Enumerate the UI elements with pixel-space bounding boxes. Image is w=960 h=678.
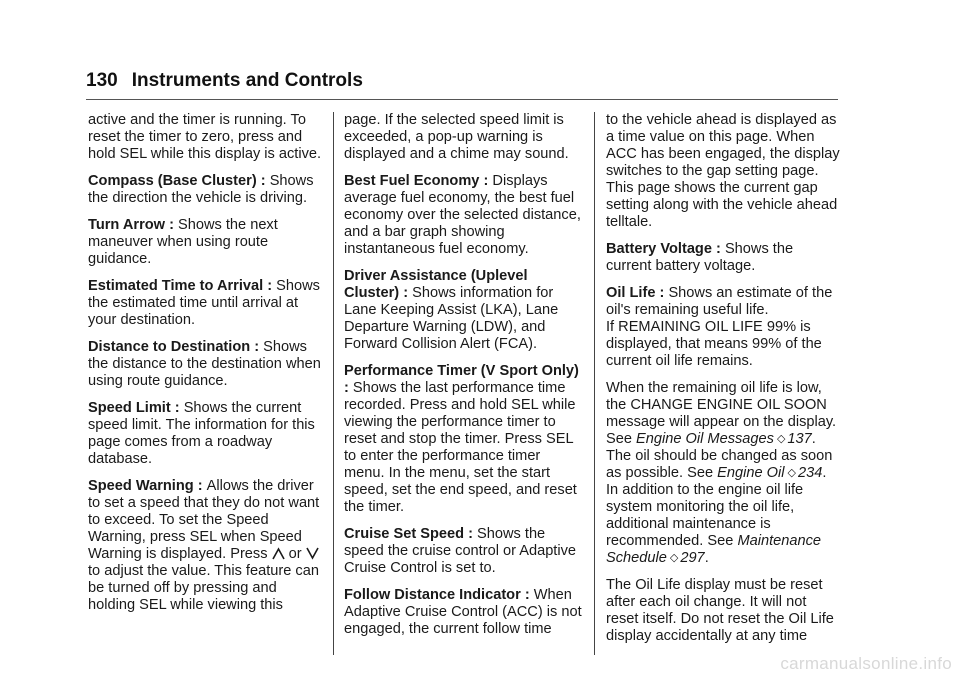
oil-low-text-1: When the remaining oil life is low, the CHANGE ENGINE OIL SOON message will appear on the display. See <box>606 380 837 447</box>
desc-turn-arrow: Shows the next maneuver when using route guidance. <box>88 217 278 267</box>
link-maintenance-schedule[interactable]: Maintenance Schedule <box>606 533 822 566</box>
column-middle <box>344 112 582 648</box>
entry-best-fuel-economy <box>344 173 582 258</box>
page-ref-icon: ◇ <box>776 433 786 445</box>
entry-speed-limit <box>88 400 324 468</box>
term-best-fuel-economy: Best Fuel Economy : <box>344 173 492 189</box>
desc-battery-voltage: Shows the current battery voltage. <box>606 241 794 274</box>
desc-distance: Shows the distance to the destination when using route guidance. <box>88 339 321 389</box>
oil-low-text-2: . The oil should be changed as soon as possible. See <box>606 431 833 481</box>
page-ref-137[interactable]: 137 <box>787 431 812 447</box>
desc-driver-assistance: Shows information for Lane Keeping Assist (LKA), Lane Departure Warning (LDW), and Forward Collision Alert (FCA). <box>344 285 559 352</box>
column-divider-right <box>594 112 595 655</box>
entry-oil-life <box>606 285 842 370</box>
entry-driver-assistance <box>344 268 582 353</box>
column-right <box>606 112 842 655</box>
oil-low-text-3: . In addition to the engine oil life system monitoring the oil life, additional maintenance is recommended. See <box>606 465 827 549</box>
desc-speed-limit: Shows the current speed limit. The information for this page comes from a roadway database. <box>88 400 315 467</box>
header-rule <box>86 99 838 100</box>
page-ref-234[interactable]: 234 <box>797 465 823 481</box>
or-text: or <box>288 546 302 562</box>
paragraph-continued-2: page. If the selected speed limit is exceeded, a pop-up warning is displayed and a chime may sound. <box>344 112 569 162</box>
desc-cruise-set-speed: Shows the speed the cruise control or Adaptive Cruise Control is set to. <box>344 526 577 576</box>
desc-compass: Shows the direction the vehicle is driving. <box>88 173 314 206</box>
term-cruise-set-speed: Cruise Set Speed : <box>344 526 477 542</box>
entry-speed-warning <box>88 478 324 614</box>
page-ref-icon: ◇ <box>787 467 796 479</box>
desc-performance-timer: Shows the last performance time recorded. Press and hold SEL while viewing the performance timer to reset and stop the timer. Press SEL to enter the performance timer menu. In the menu, set the start speed, set the end speed, and reset the timer. <box>344 380 577 515</box>
term-driver-assistance: Driver Assistance (Uplevel Cluster) : <box>344 268 528 301</box>
entry-cruise-set-speed <box>344 526 582 577</box>
page-header <box>86 70 363 92</box>
entry-turn-arrow <box>88 217 324 268</box>
entry-eta <box>88 278 324 329</box>
desc-speed-warning-2: to adjust the value. This feature can be turned off by pressing and holding SEL while viewing this <box>88 563 319 613</box>
oil-low-text-4: . <box>704 550 709 566</box>
column-left <box>88 112 324 624</box>
paragraph-continued: active and the timer is running. To reset the timer to zero, press and hold SEL while this display is active. <box>88 112 322 162</box>
section-title: Instruments and Controls <box>131 70 363 91</box>
term-performance-timer: Performance Timer (V Sport Only) : <box>344 363 579 396</box>
term-eta: Estimated Time to Arrival : <box>88 278 276 294</box>
term-battery-voltage: Battery Voltage : <box>606 241 725 257</box>
desc-speed-warning-1: Allows the driver to set a speed that they do not want to exceed. To set the Speed Warning, press SEL when Speed Warning is displayed. Press <box>88 478 320 562</box>
column-divider-left <box>333 112 334 655</box>
entry-follow-distance <box>344 587 582 638</box>
desc-oil-life: Shows an estimate of the oil's remaining useful life. <box>606 285 833 318</box>
term-turn-arrow: Turn Arrow : <box>88 217 178 233</box>
link-engine-oil-messages[interactable]: Engine Oil Messages <box>636 431 774 447</box>
desc-oil-life-2: If REMAINING OIL LIFE 99% is displayed, that means 99% of the current oil life remains. <box>606 319 822 369</box>
entry-battery-voltage <box>606 241 842 275</box>
page-ref-297[interactable]: 297 <box>680 550 705 566</box>
term-compass: Compass (Base Cluster) : <box>88 173 270 189</box>
term-speed-warning: Speed Warning : <box>88 478 207 494</box>
paragraph-oil-reset: The Oil Life display must be reset after each oil change. It will not reset itself. Do not reset the Oil Life display accidentally at any time <box>606 577 834 644</box>
page-ref-icon: ◇ <box>669 552 679 564</box>
term-speed-limit: Speed Limit : <box>88 400 184 416</box>
watermark: carmanualsonline.info <box>780 654 952 673</box>
term-follow-distance: Follow Distance Indicator : <box>344 587 534 603</box>
desc-best-fuel-economy: Displays average fuel economy, the best fuel economy over the selected distance, and a bar graph showing instantaneous fuel economy. <box>344 173 581 257</box>
term-distance: Distance to Destination : <box>88 339 263 355</box>
entry-compass <box>88 173 324 207</box>
entry-performance-timer <box>344 363 582 516</box>
term-oil-life: Oil Life : <box>606 285 668 301</box>
page-number: 130 <box>86 70 118 91</box>
link-engine-oil[interactable]: Engine Oil <box>717 465 785 481</box>
paragraph-continued-3: to the vehicle ahead is displayed as a time value on this page. When ACC has been engaged, the display switches to the gap setting page. This page shows the current gap setting along with the vehicle ahead telltale. <box>606 112 840 230</box>
desc-eta: Shows the estimated time until arrival at your destination. <box>88 278 320 328</box>
desc-follow-distance: When Adaptive Cruise Control (ACC) is not engaged, the current follow time <box>344 587 582 637</box>
paragraph-oil-low <box>606 380 842 567</box>
entry-distance <box>88 339 324 390</box>
chevron-up-icon <box>272 547 285 560</box>
chevron-down-icon <box>306 547 319 560</box>
